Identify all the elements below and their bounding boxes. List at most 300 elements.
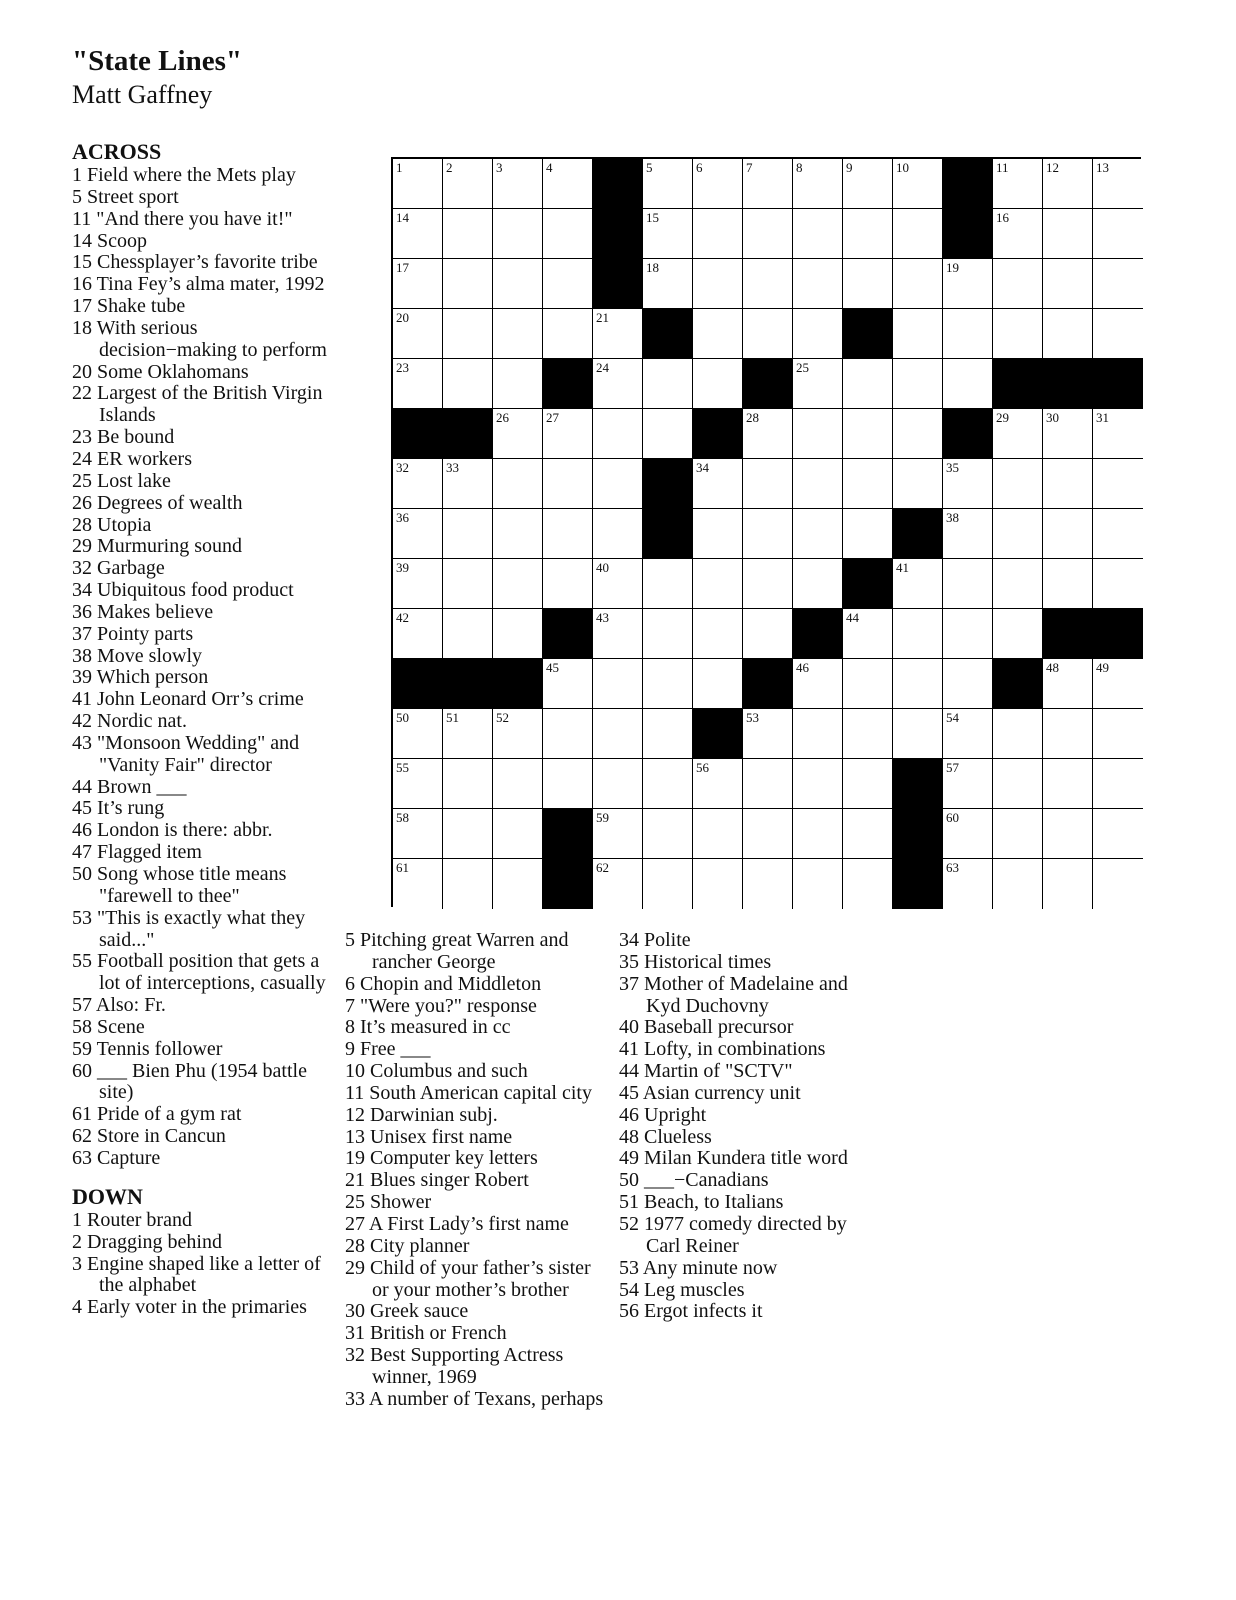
cell-number: 51	[446, 710, 459, 725]
grid-cell[interactable]	[893, 559, 943, 609]
down-clue: 32 Best Supporting Actress winner, 1969	[345, 1344, 564, 1388]
grid-cell[interactable]	[393, 209, 443, 259]
grid-cell[interactable]	[1043, 759, 1093, 809]
cell-number: 29	[996, 410, 1009, 425]
grid-cell[interactable]	[743, 559, 793, 609]
grid-cell[interactable]	[393, 709, 443, 759]
grid-block	[393, 659, 443, 709]
grid-cell[interactable]	[1093, 759, 1143, 809]
grid-cell[interactable]	[893, 609, 943, 659]
grid-cell[interactable]	[593, 709, 643, 759]
grid-cell[interactable]	[793, 209, 843, 259]
grid-cell[interactable]	[643, 359, 693, 409]
grid-cell[interactable]	[543, 259, 593, 309]
down-clue: 6 Chopin and Middleton	[345, 972, 542, 995]
grid-cell[interactable]	[1093, 709, 1143, 759]
across-clue: 15 Chessplayer’s favorite tribe	[72, 251, 318, 274]
cell-number: 35	[946, 460, 959, 475]
grid-cell[interactable]	[443, 709, 493, 759]
grid-cell[interactable]	[843, 209, 893, 259]
grid-cell[interactable]	[1043, 259, 1093, 309]
cell-number: 24	[596, 360, 609, 375]
cell-number: 40	[596, 560, 609, 575]
across-clue: 16 Tina Fey’s alma mater, 1992	[72, 273, 325, 296]
across-clue: 26 Degrees of wealth	[72, 491, 243, 514]
grid-cell[interactable]	[393, 359, 443, 409]
grid-cell[interactable]	[1093, 459, 1143, 509]
grid-cell[interactable]	[1093, 409, 1143, 459]
down-clue: 25 Shower	[345, 1191, 432, 1214]
grid-cell[interactable]	[543, 759, 593, 809]
across-clue: 44 Brown ___	[72, 775, 187, 798]
grid-cell[interactable]	[943, 309, 993, 359]
grid-block	[543, 809, 593, 859]
cell-number: 21	[596, 310, 609, 325]
grid-cell[interactable]	[893, 259, 943, 309]
across-clue: 14 Scoop	[72, 229, 147, 252]
grid-cell[interactable]	[693, 859, 743, 909]
grid-block	[393, 409, 443, 459]
cell-number: 14	[396, 210, 409, 225]
down-clue: 9 Free ___	[345, 1038, 431, 1061]
grid-cell[interactable]	[593, 409, 643, 459]
grid-cell[interactable]	[643, 259, 693, 309]
cell-number: 50	[396, 710, 409, 725]
down-clue: 19 Computer key letters	[345, 1147, 538, 1170]
grid-cell[interactable]	[793, 309, 843, 359]
grid-cell[interactable]	[1043, 859, 1093, 909]
cell-number: 38	[946, 510, 959, 525]
grid-cell[interactable]	[593, 509, 643, 559]
grid-cell[interactable]	[843, 609, 893, 659]
grid-cell[interactable]	[693, 659, 743, 709]
cell-number: 57	[946, 760, 959, 775]
grid-cell[interactable]	[693, 809, 743, 859]
cell-number: 26	[496, 410, 509, 425]
grid-cell[interactable]	[493, 459, 543, 509]
grid-cell[interactable]	[993, 559, 1043, 609]
across-clue: 63 Capture	[72, 1146, 161, 1169]
puzzle-author: Matt Gaffney	[72, 80, 213, 109]
grid-block	[943, 409, 993, 459]
grid-cell[interactable]	[893, 659, 943, 709]
grid-cell[interactable]	[593, 659, 643, 709]
grid-cell[interactable]	[1093, 809, 1143, 859]
grid-cell[interactable]	[493, 559, 543, 609]
grid-cell[interactable]	[643, 209, 693, 259]
grid-cell[interactable]	[743, 809, 793, 859]
grid-cell[interactable]	[693, 259, 743, 309]
grid-cell[interactable]	[643, 809, 693, 859]
grid-cell[interactable]	[1093, 309, 1143, 359]
grid-cell[interactable]	[893, 359, 943, 409]
grid-cell[interactable]	[493, 809, 543, 859]
grid-cell[interactable]	[1043, 459, 1093, 509]
down-clue-list-part-1	[72, 1210, 334, 1319]
across-clue: 25 Lost lake	[72, 469, 171, 492]
grid-cell[interactable]	[693, 559, 743, 609]
grid-cell[interactable]	[1093, 259, 1143, 309]
grid-cell[interactable]	[643, 709, 693, 759]
across-clue: 34 Ubiquitous food product	[72, 579, 294, 602]
grid-cell[interactable]	[793, 509, 843, 559]
grid-block	[893, 809, 943, 859]
grid-cell[interactable]	[1093, 859, 1143, 909]
down-clue: 51 Beach, to Italians	[619, 1191, 784, 1214]
cell-number: 46	[796, 660, 809, 675]
down-clue: 53 Any minute now	[619, 1256, 778, 1279]
grid-cell[interactable]	[993, 609, 1043, 659]
down-clue: 7 "Were you?" response	[345, 994, 537, 1017]
cell-number: 48	[1046, 660, 1059, 675]
grid-cell[interactable]	[593, 809, 643, 859]
cell-number: 44	[846, 610, 859, 625]
grid-cell[interactable]	[1093, 509, 1143, 559]
cell-number: 17	[396, 260, 409, 275]
grid-cell[interactable]	[993, 709, 1043, 759]
grid-block	[943, 159, 993, 209]
grid-cell[interactable]	[493, 509, 543, 559]
grid-cell[interactable]	[843, 509, 893, 559]
grid-cell[interactable]	[443, 559, 493, 609]
across-clue: 1 Field where the Mets play	[72, 164, 296, 186]
grid-cell[interactable]	[993, 159, 1043, 209]
grid-cell[interactable]	[693, 609, 743, 659]
grid-cell[interactable]	[443, 309, 493, 359]
grid-cell[interactable]	[443, 459, 493, 509]
cell-number: 43	[596, 610, 609, 625]
grid-cell[interactable]	[543, 159, 593, 209]
grid-cell[interactable]	[393, 859, 443, 909]
grid-cell[interactable]	[493, 159, 543, 209]
grid-cell[interactable]	[693, 459, 743, 509]
grid-cell[interactable]	[643, 759, 693, 809]
grid-cell[interactable]	[743, 859, 793, 909]
grid-cell[interactable]	[993, 259, 1043, 309]
grid-cell[interactable]	[643, 609, 693, 659]
grid-cell[interactable]	[543, 709, 593, 759]
grid-cell[interactable]	[943, 559, 993, 609]
grid-cell[interactable]	[443, 359, 493, 409]
cell-number: 1	[396, 160, 403, 175]
cell-number: 54	[946, 710, 959, 725]
grid-cell[interactable]	[843, 809, 893, 859]
down-clue: 10 Columbus and such	[345, 1060, 528, 1083]
grid-cell[interactable]	[443, 509, 493, 559]
grid-cell[interactable]	[893, 709, 943, 759]
grid-block	[1043, 609, 1093, 659]
grid-cell[interactable]	[743, 309, 793, 359]
clue-column-3	[619, 930, 881, 1323]
grid-cell[interactable]	[893, 409, 943, 459]
cell-number: 20	[396, 310, 409, 325]
grid-cell[interactable]	[493, 209, 543, 259]
grid-cell[interactable]	[843, 409, 893, 459]
puzzle-title: "State Lines"	[72, 45, 242, 77]
grid-cell[interactable]	[743, 209, 793, 259]
grid-cell[interactable]	[743, 259, 793, 309]
grid-cell[interactable]	[793, 159, 843, 209]
grid-cell[interactable]	[593, 559, 643, 609]
grid-cell[interactable]	[393, 559, 443, 609]
grid-cell[interactable]	[643, 409, 693, 459]
across-clue: 23 Be bound	[72, 426, 175, 449]
grid-cell[interactable]	[793, 759, 843, 809]
grid-cell[interactable]	[393, 259, 443, 309]
cell-number: 59	[596, 810, 609, 825]
grid-cell[interactable]	[1093, 659, 1143, 709]
across-clue: 46 London is there: abbr.	[72, 819, 273, 842]
grid-cell[interactable]	[1043, 809, 1093, 859]
grid-cell[interactable]	[793, 659, 843, 709]
grid-cell[interactable]	[1093, 159, 1143, 209]
grid-cell[interactable]	[543, 309, 593, 359]
grid-block	[593, 209, 643, 259]
grid-block	[943, 209, 993, 259]
cell-number: 55	[396, 760, 409, 775]
across-clue: 47 Flagged item	[72, 841, 202, 864]
grid-cell[interactable]	[1043, 159, 1093, 209]
cell-number: 2	[446, 160, 453, 175]
grid-cell[interactable]	[693, 159, 743, 209]
down-clue: 44 Martin of "SCTV"	[619, 1060, 793, 1083]
grid-cell[interactable]	[993, 509, 1043, 559]
grid-block	[893, 759, 943, 809]
grid-cell[interactable]	[943, 709, 993, 759]
grid-cell[interactable]	[693, 359, 743, 409]
down-clue-list-part-2	[345, 930, 607, 1411]
across-clue: 24 ER workers	[72, 447, 192, 470]
grid-cell[interactable]	[793, 359, 843, 409]
grid-cell[interactable]	[1043, 409, 1093, 459]
cell-number: 30	[1046, 410, 1059, 425]
grid-cell[interactable]	[1043, 659, 1093, 709]
cell-number: 31	[1096, 410, 1109, 425]
grid-cell[interactable]	[993, 759, 1043, 809]
grid-block	[743, 359, 793, 409]
grid-cell[interactable]	[743, 409, 793, 459]
across-clue: 28 Utopia	[72, 513, 152, 536]
grid-cell[interactable]	[843, 359, 893, 409]
down-clue: 29 Child of your father’s sister or your mother’s brother	[345, 1256, 591, 1301]
grid-cell[interactable]	[593, 359, 643, 409]
grid-cell[interactable]	[543, 659, 593, 709]
grid-cell[interactable]	[693, 509, 743, 559]
grid-cell[interactable]	[443, 159, 493, 209]
grid-cell[interactable]	[843, 859, 893, 909]
grid-block	[993, 659, 1043, 709]
grid-block	[543, 359, 593, 409]
across-clue: 22 Largest of the British Virgin Islands	[72, 382, 323, 427]
grid-cell[interactable]	[893, 209, 943, 259]
across-clue: 29 Murmuring sound	[72, 535, 242, 558]
grid-cell[interactable]	[643, 159, 693, 209]
grid-cell[interactable]	[793, 709, 843, 759]
grid-cell[interactable]	[993, 309, 1043, 359]
cell-number: 56	[696, 760, 709, 775]
grid-block	[1093, 609, 1143, 659]
grid-cell[interactable]	[893, 309, 943, 359]
grid-cell[interactable]	[943, 609, 993, 659]
grid-cell[interactable]	[493, 259, 543, 309]
grid-block	[843, 559, 893, 609]
down-clue: 45 Asian currency unit	[619, 1081, 801, 1104]
grid-cell[interactable]	[843, 259, 893, 309]
grid-cell[interactable]	[743, 459, 793, 509]
grid-cell[interactable]	[743, 709, 793, 759]
grid-cell[interactable]	[943, 509, 993, 559]
grid-cell[interactable]	[693, 209, 743, 259]
grid-block	[643, 459, 693, 509]
grid-cell[interactable]	[393, 609, 443, 659]
across-clue: 57 Also: Fr.	[72, 994, 166, 1017]
grid-cell[interactable]	[643, 659, 693, 709]
across-clue: 43 "Monsoon Wedding" and "Vanity Fair" director	[72, 731, 300, 776]
cell-number: 6	[696, 160, 703, 175]
grid-cell[interactable]	[593, 609, 643, 659]
grid-cell[interactable]	[393, 159, 443, 209]
grid-block	[1093, 359, 1143, 409]
grid-cell[interactable]	[993, 209, 1043, 259]
across-clue: 36 Makes believe	[72, 600, 214, 623]
grid-cell[interactable]	[943, 459, 993, 509]
grid-cell[interactable]	[793, 809, 843, 859]
grid-cell[interactable]	[493, 409, 543, 459]
grid-cell[interactable]	[943, 859, 993, 909]
grid-block	[693, 409, 743, 459]
grid-cell[interactable]	[793, 459, 843, 509]
grid-cell[interactable]	[793, 559, 843, 609]
grid-cell[interactable]	[1043, 309, 1093, 359]
grid-cell[interactable]	[643, 859, 693, 909]
cell-number: 4	[546, 160, 553, 175]
grid-cell[interactable]	[793, 859, 843, 909]
grid-cell[interactable]	[1043, 209, 1093, 259]
grid-cell[interactable]	[843, 709, 893, 759]
grid-block	[743, 659, 793, 709]
grid-cell[interactable]	[893, 159, 943, 209]
grid-cell[interactable]	[443, 209, 493, 259]
grid-cell[interactable]	[493, 359, 543, 409]
grid-cell[interactable]	[843, 659, 893, 709]
grid-cell[interactable]	[993, 859, 1043, 909]
grid-cell[interactable]	[393, 509, 443, 559]
down-clue: 40 Baseball precursor	[619, 1016, 794, 1039]
grid-cell[interactable]	[743, 509, 793, 559]
grid-cell[interactable]	[993, 409, 1043, 459]
across-clue: 61 Pride of a gym rat	[72, 1103, 242, 1126]
grid-cell[interactable]	[493, 309, 543, 359]
grid-cell[interactable]	[1093, 209, 1143, 259]
grid-cell[interactable]	[643, 559, 693, 609]
grid-cell[interactable]	[393, 459, 443, 509]
grid-cell[interactable]	[943, 659, 993, 709]
grid-cell[interactable]	[593, 459, 643, 509]
grid-cell[interactable]	[593, 859, 643, 909]
grid-cell[interactable]	[493, 759, 543, 809]
grid-cell[interactable]	[993, 459, 1043, 509]
grid-cell[interactable]	[943, 759, 993, 809]
cell-number: 41	[896, 560, 909, 575]
down-clue: 34 Polite	[619, 929, 691, 951]
cell-number: 33	[446, 460, 459, 475]
cell-number: 10	[896, 160, 909, 175]
grid-cell[interactable]	[893, 459, 943, 509]
grid-cell[interactable]	[593, 759, 643, 809]
grid-cell[interactable]	[743, 759, 793, 809]
grid-cell[interactable]	[543, 559, 593, 609]
crossword-grid	[391, 157, 1141, 907]
grid-cell[interactable]	[1043, 509, 1093, 559]
grid-block	[643, 509, 693, 559]
across-clue: 58 Scene	[72, 1015, 145, 1038]
grid-cell[interactable]	[743, 609, 793, 659]
grid-cell[interactable]	[493, 709, 543, 759]
grid-cell[interactable]	[743, 159, 793, 209]
grid-block	[443, 409, 493, 459]
down-clue: 3 Engine shaped like a letter of the alphabet	[72, 1252, 321, 1297]
grid-cell[interactable]	[443, 859, 493, 909]
cell-number: 3	[496, 160, 503, 175]
grid-cell[interactable]	[1043, 709, 1093, 759]
grid-cell[interactable]	[843, 159, 893, 209]
grid-cell[interactable]	[493, 609, 543, 659]
down-clue: 2 Dragging behind	[72, 1230, 222, 1253]
cell-number: 34	[696, 460, 709, 475]
grid-cell[interactable]	[543, 409, 593, 459]
across-clue: 32 Garbage	[72, 557, 165, 580]
down-clue: 37 Mother of Madelaine and Kyd Duchovny	[619, 972, 848, 1017]
grid-cell[interactable]	[593, 309, 643, 359]
grid-cell[interactable]	[943, 359, 993, 409]
grid-cell[interactable]	[793, 409, 843, 459]
grid-cell[interactable]	[843, 459, 893, 509]
down-clue: 13 Unisex first name	[345, 1125, 513, 1148]
grid-cell[interactable]	[843, 759, 893, 809]
grid-cell[interactable]	[793, 259, 843, 309]
grid-cell[interactable]	[493, 859, 543, 909]
grid-cell[interactable]	[543, 459, 593, 509]
grid-cell[interactable]	[693, 309, 743, 359]
grid-cell[interactable]	[1093, 559, 1143, 609]
grid-cell[interactable]	[393, 809, 443, 859]
grid-cell[interactable]	[393, 309, 443, 359]
grid-cell[interactable]	[443, 809, 493, 859]
grid-block	[593, 159, 643, 209]
grid-cell[interactable]	[943, 259, 993, 309]
cell-number: 7	[746, 160, 753, 175]
grid-cell[interactable]	[543, 209, 593, 259]
grid-cell[interactable]	[443, 759, 493, 809]
across-heading: ACROSS	[72, 139, 162, 164]
down-clue: 54 Leg muscles	[619, 1278, 745, 1301]
grid-cell[interactable]	[443, 609, 493, 659]
grid-cell[interactable]	[993, 809, 1043, 859]
across-clue: 37 Pointy parts	[72, 622, 194, 645]
grid-cell[interactable]	[393, 759, 443, 809]
grid-cell[interactable]	[443, 259, 493, 309]
grid-cell[interactable]	[693, 759, 743, 809]
cell-number: 5	[646, 160, 653, 175]
cell-number: 61	[396, 860, 409, 875]
grid-block	[693, 709, 743, 759]
grid-cell[interactable]	[1043, 559, 1093, 609]
cell-number: 58	[396, 810, 409, 825]
cell-number: 36	[396, 510, 409, 525]
grid-cell[interactable]	[543, 509, 593, 559]
across-clue: 5 Street sport	[72, 185, 179, 208]
grid-cell[interactable]	[943, 809, 993, 859]
